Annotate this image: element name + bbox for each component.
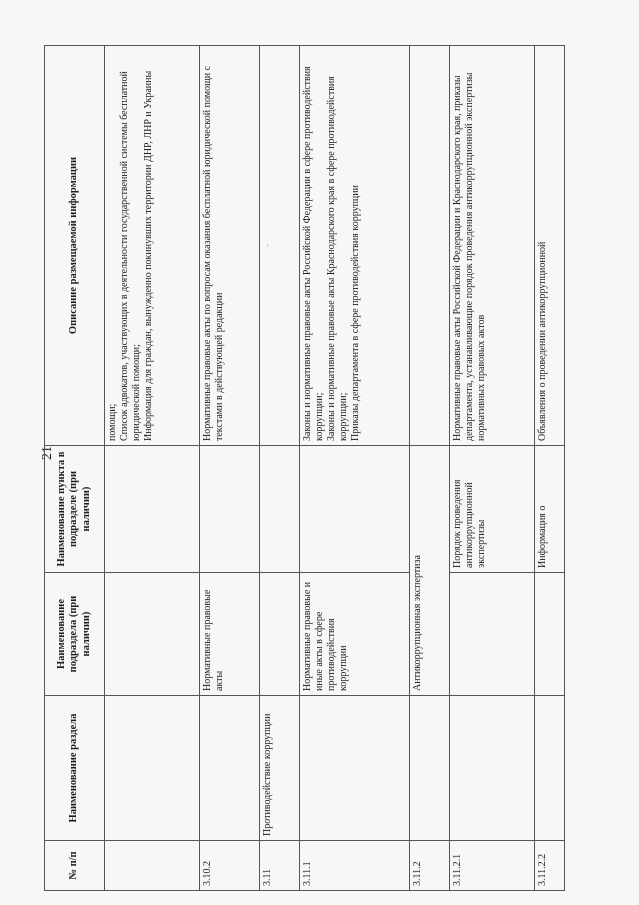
row-num: 3.11.1 [300,841,410,891]
row-num: 3.11.2 [410,841,450,891]
rotated-table-wrapper [44,46,622,891]
row-description [450,46,535,446]
header-subsection: Наименование подраздела (при наличии) [45,573,105,696]
row-subsection: Нормативные правовые и иные акты в сфере противодействия коррупции [300,573,410,696]
table-row [450,46,535,891]
row-section [300,696,410,841]
row-num: 3.11.2.2 [535,841,565,891]
header-description: Описание размещаемой информации [45,46,105,446]
table-row [300,46,410,891]
row-item: Информация о [535,446,565,573]
row-item: Порядок проведения антикоррупционной экспертизы [450,446,535,573]
information-table [44,45,565,891]
row-description [200,46,260,446]
row-num: 3.11.2.1 [450,841,535,891]
page-number: 21 [40,446,55,460]
description-line: Приказы департамента в сфере противодействия коррупции [350,185,361,441]
table-row [535,46,565,891]
row-num: 3.11 [260,841,300,891]
description-line: Информация для граждан, вынужденно покинувших территории ДНР, ЛНР и Украины [143,70,154,441]
table-row [105,46,200,891]
table-row [260,46,300,891]
row-num: 3.10.2 [200,841,260,891]
row-section [105,696,200,841]
row-subsection: Антикоррупционная экспертиза [410,446,450,696]
row-item [200,446,260,573]
description-line: Объявления о проведении антикоррупционной [537,241,548,441]
row-description [105,46,200,446]
description-line: Законы и нормативные правовые акты Краснодарского края в сфере противодействия коррупции; [326,76,349,441]
row-item [105,446,200,573]
row-subsection [450,573,535,696]
row-subsection [105,573,200,696]
description-line: Нормативные правовые акты по вопросам оказания бесплатной юридической помощи с текстами в действующей редакции [202,65,225,441]
table-row [200,46,260,891]
description-line: помощи; [107,403,118,441]
row-description [535,46,565,446]
table-header-row [45,46,105,891]
row-section: Противодействие коррупции [260,696,300,841]
header-item: Наименование пункта в подразделе (при наличии) [45,446,105,573]
table-row [410,46,450,891]
description-line: Список адвокатов, участвующих в деятельности государственной системы бесплатной юридической помощи; [119,71,142,441]
row-subsection [260,573,300,696]
row-item [300,446,410,573]
header-section: Наименование раздела [45,696,105,841]
row-section [450,696,535,841]
header-num: № п/п [45,841,105,891]
row-section [535,696,565,841]
row-description [410,46,450,446]
row-item [260,446,300,573]
description-line: - [262,243,273,248]
row-section [410,696,450,841]
description-line: Нормативные правовые акты Российской Федерации и Краснодарского края, приказы департамента, устанавливающие порядок проведения антикоррупционной экспертизы нормативных правовых актов [452,72,487,441]
row-num [105,841,200,891]
row-description [260,46,300,446]
row-section [200,696,260,841]
row-subsection [535,573,565,696]
row-subsection: Нормативные правовые акты [200,573,260,696]
description-line: Законы и нормативные правовые акты Российской Федерации в сфере противодействия коррупции; [302,66,325,441]
row-description [300,46,410,446]
